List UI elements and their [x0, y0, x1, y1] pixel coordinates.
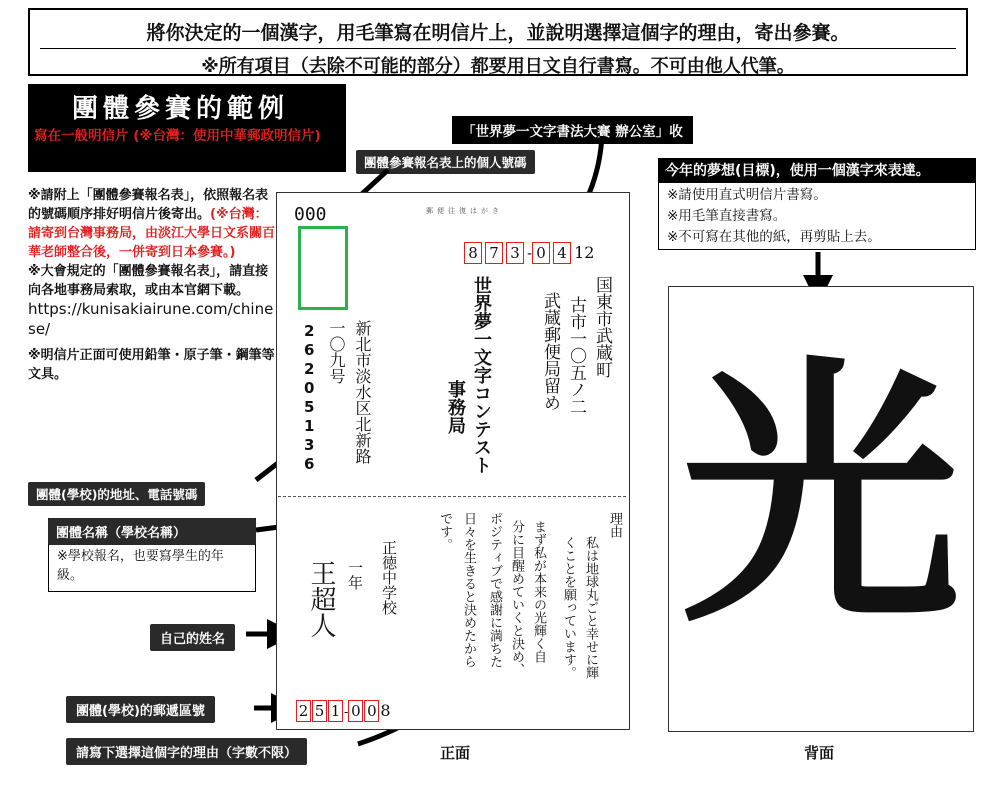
reason-line: 私は地球丸ごと幸せに輝 [583, 536, 598, 679]
reason-line: 日々を生きると決めたから [461, 512, 476, 668]
note-download-form: ※大會規定的「團體參賽報名表」，請直接向各地事務局索取，或由本官網下載。 [28, 264, 269, 298]
postcard-back [668, 286, 974, 732]
zip-tail: 12 [574, 243, 595, 262]
zip-digit: 4 [553, 242, 571, 264]
back-instructions [658, 158, 976, 250]
reason-line: まず私が本来の光輝く自 [531, 520, 546, 663]
sender-address: 新北市淡水区北新路 [353, 320, 372, 464]
postal-code-tag: 團體(學校)的郵遞區號 [66, 696, 215, 723]
example-subtitle: 寫在一般明信片 (※台灣：使用中華郵政明信片) [34, 128, 321, 144]
zip-digit: 7 [485, 242, 503, 264]
reason-line: くことを願っています。 [561, 536, 576, 679]
reason-tag: 請寫下選擇這個字的理由（字數不限） [66, 738, 307, 765]
office-tag: 「世界夢一文字書法大賽 辦公室」收 [452, 116, 693, 144]
destination-zip: 8 7 3 - 0 4 12 [464, 242, 594, 264]
calligraphy-kanji: 光 [681, 332, 961, 661]
example-title: 團體參賽的範例 [72, 94, 290, 124]
back-note: ※請使用直式明信片書寫。 [667, 187, 827, 203]
reason-line: です。 [437, 512, 452, 551]
personal-number-tag: 團體參賽報名表上的個人號碼 [356, 150, 535, 174]
instruction-line-1: 將你決定的一個漢字，用毛筆寫在明信片上，並說明選擇這個字的理由，寄出參賽。 [146, 22, 850, 44]
zip-digit: 3 [506, 242, 524, 264]
reason-line: ポジティブで感謝に満ちた [487, 512, 502, 668]
dest-address-2: 古市一〇五ノ二 [566, 296, 586, 415]
school-name: 正徳中学校 [380, 540, 398, 615]
reason-line: 分に目醒めていくと決め、 [509, 520, 524, 676]
zip-digit: 2 [296, 700, 311, 722]
dest-name-1: 世界夢一文字コンテスト [471, 276, 492, 474]
dest-address-3: 武蔵郵便局留め [540, 292, 560, 411]
note-taiwan: (※台灣：請寄到台灣事務局，由淡江大學日文系關百華老師整合後，一併寄到日本參賽。) [28, 207, 276, 260]
front-divider [278, 496, 626, 497]
official-url: https://kunisakiairune.com/chinese/ [28, 300, 274, 338]
student-name: 王超人 [306, 560, 336, 638]
dest-name-2: 事務局 [445, 380, 466, 434]
sender-number: 一〇九号 [327, 320, 346, 384]
own-name-tag: 自己的姓名 [150, 624, 235, 651]
zip-digit: 1 [328, 700, 343, 722]
group-name-tag: 團體名稱（學校名稱） [48, 518, 256, 545]
zip-digit: 0 [364, 700, 379, 722]
back-note: ※用毛筆直接書寫。 [667, 208, 787, 224]
zip-digit: 8 [464, 242, 482, 264]
zip-tail: 8 [380, 701, 391, 720]
dest-address-1: 国東市武蔵町 [592, 276, 612, 378]
zip-digit: 0 [532, 242, 550, 264]
zip-digit: 5 [312, 700, 327, 722]
front-label: 正面 [440, 744, 471, 762]
back-note: ※不可寫在其他的紙，再剪貼上去。 [667, 229, 881, 245]
note-writing-tools: ※明信片正面可使用鉛筆・原子筆・鋼筆等文具。 [28, 348, 275, 382]
address-phone-tag: 團體(學校)的地址、電話號碼 [28, 482, 205, 506]
zip-digit: 0 [348, 700, 363, 722]
sender-phone: 26205136 [304, 322, 315, 473]
back-header: 今年的夢想(目標)，使用一個漢字來表達。 [659, 159, 975, 183]
personal-number: 000 [294, 204, 327, 225]
group-name-note: ※學校報名，也要寫學生的年級。 [57, 549, 224, 583]
sender-zip: 2 5 1 - 0 0 8 [296, 700, 391, 722]
stamp-box [298, 226, 348, 310]
grade: 一年 [346, 560, 364, 590]
postcard-header-text: 郵便往復はがき [426, 207, 503, 215]
note-attach-form: ※請附上「團體參賽報名表」，依照報名表的號碼順序排好明信片後寄出。 [28, 188, 269, 222]
instruction-line-2: ※所有項目（去除不可能的部分）都要用日文自行書寫。不可由他人代筆。 [201, 56, 795, 77]
back-label: 背面 [804, 744, 835, 762]
reason-title: 理由 [607, 512, 622, 538]
